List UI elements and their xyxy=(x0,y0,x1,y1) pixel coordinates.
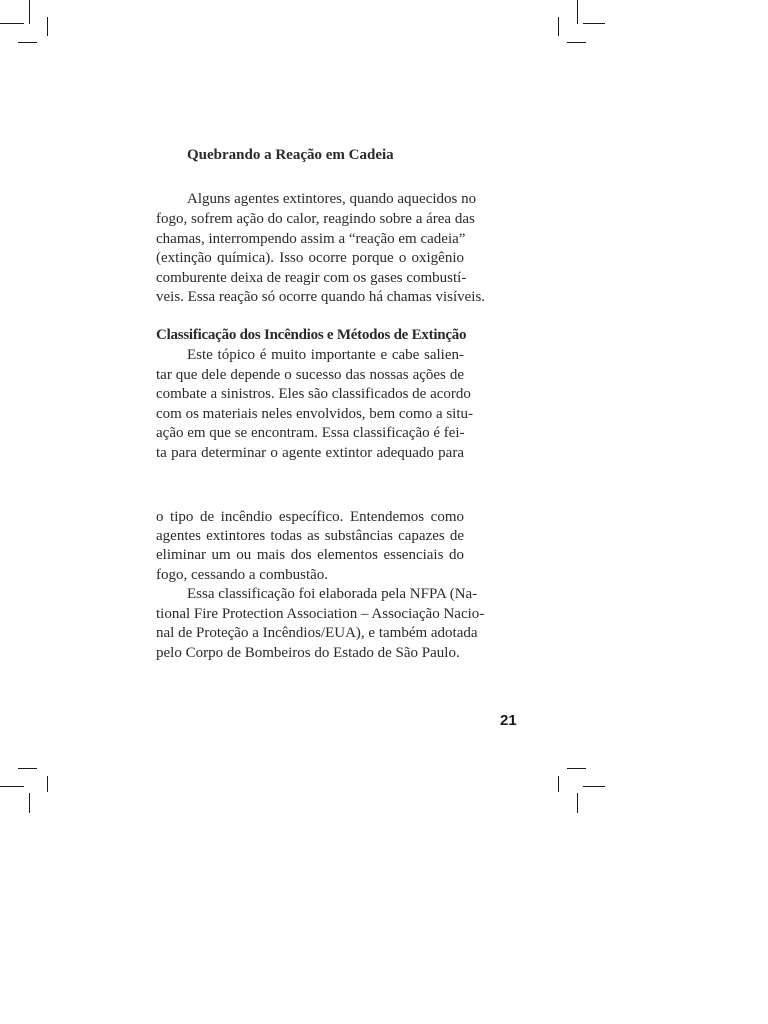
paragraph-line: Este tópico é muito importante e cabe salien- xyxy=(187,347,464,363)
crop-mark-bottom-right-horizontal-outer xyxy=(583,786,605,787)
paragraph-line: eliminar um ou mais dos elementos essenciais do xyxy=(156,547,464,563)
paragraph-line: o tipo de incêndio específico. Entendemos como xyxy=(156,509,464,525)
paragraph-line: Alguns agentes extintores, quando aquecidos no xyxy=(187,191,477,207)
paragraph-line: chamas, interrompendo assim a “reação em cadeia” xyxy=(156,231,466,247)
crop-mark-bottom-left-horizontal-outer xyxy=(0,786,24,787)
page-number: 21 xyxy=(500,712,517,729)
crop-mark-top-right-horizontal-inner xyxy=(567,42,586,43)
crop-mark-bottom-right-horizontal-inner xyxy=(567,768,586,769)
paragraph-line: ação em que se encontram. Essa classificação é fei- xyxy=(156,425,465,441)
crop-mark-bottom-left-vertical-inner xyxy=(47,776,48,792)
paragraph-line: fogo, sofrem ação do calor, reagindo sobre a área das xyxy=(156,211,475,227)
paragraph-line: fogo, cessando a combustão. xyxy=(156,567,329,583)
paragraph-line: agentes extintores todas as substâncias capazes de xyxy=(156,528,464,544)
paragraph-line: pelo Corpo de Bombeiros do Estado de São Paulo. xyxy=(156,645,460,661)
crop-mark-top-left-horizontal-outer xyxy=(0,23,24,24)
paragraph-line: ta para determinar o agente extintor adequado para xyxy=(156,445,464,461)
crop-mark-top-right-vertical-inner xyxy=(558,17,559,36)
section-heading-fire-classification: Classificação dos Incêndios e Métodos de Extinção xyxy=(156,327,467,343)
paragraph-line: nal de Proteção a Incêndios/EUA), e também adotada xyxy=(156,625,478,641)
paragraph-line: comburente deixa de reagir com os gases combustí- xyxy=(156,270,467,286)
crop-mark-bottom-left-horizontal-inner xyxy=(18,768,37,769)
section-heading-chain-reaction: Quebrando a Reação em Cadeia xyxy=(187,147,394,163)
paragraph-line: veis. Essa reação só ocorre quando há chamas visíveis. xyxy=(156,289,486,305)
crop-mark-top-left-horizontal-inner xyxy=(18,42,37,43)
paragraph-line: Essa classificação foi elaborada pela NFPA (Na- xyxy=(187,586,478,602)
crop-mark-bottom-left-vertical-outer xyxy=(29,793,30,813)
crop-mark-top-left-vertical-inner xyxy=(47,17,48,36)
crop-mark-top-right-horizontal-outer xyxy=(583,23,605,24)
crop-mark-top-right-vertical-outer xyxy=(577,0,578,24)
crop-mark-top-left-vertical-outer xyxy=(29,0,30,24)
paragraph-line: combate a sinistros. Eles são classificados de acordo xyxy=(156,386,471,402)
paragraph-line: tar que dele depende o sucesso das nossas ações de xyxy=(156,367,464,383)
crop-mark-bottom-right-vertical-outer xyxy=(577,793,578,813)
paragraph-line: (extinção química). Isso ocorre porque o oxigênio xyxy=(156,250,464,266)
paragraph-line: tional Fire Protection Association – Associação Nacio- xyxy=(156,606,485,622)
paragraph-line: com os materiais neles envolvidos, bem como a situ- xyxy=(156,406,474,422)
crop-mark-bottom-right-vertical-inner xyxy=(558,776,559,792)
